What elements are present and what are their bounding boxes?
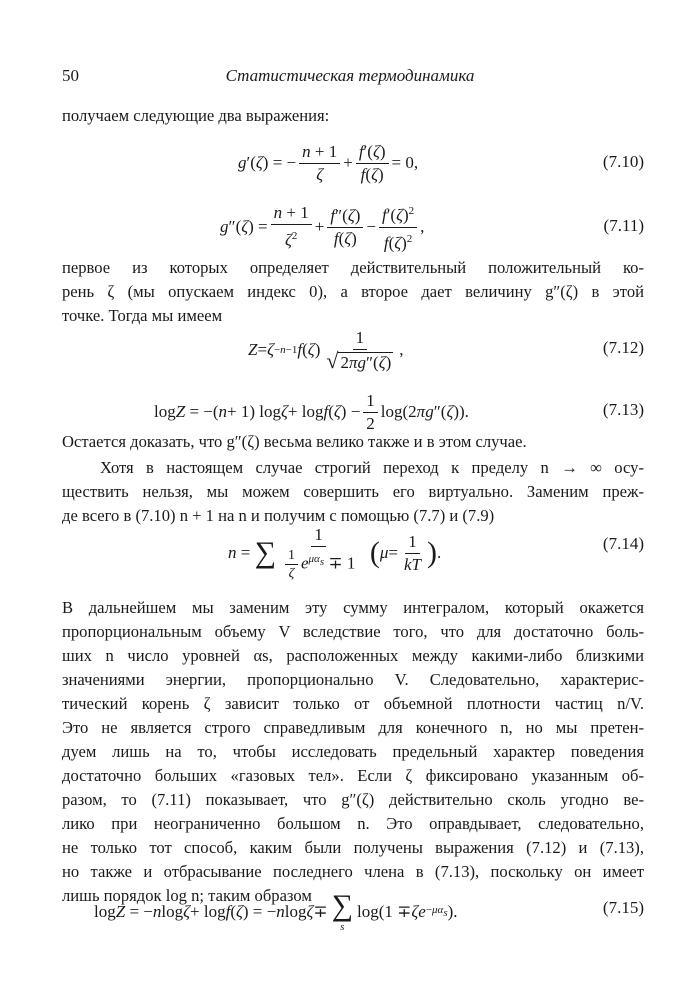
fraction: $\frac{f''(\zeta)}{f(\zeta)}$ [327,206,363,249]
text-line: Хотя в настоящем случае строгий переход к пределу n → ∞ осу- [100,458,644,477]
text-line: лишь порядок log n; таким образом [62,886,312,905]
equation-body: n = ∑ 1 $\frac{1}{\zeta}$ $e^{\mu\alpha_s} \mp 1$ ( μ = $\frac{1}{kT}$ ) . [228,525,442,581]
page-number: 50 [62,66,79,85]
equation-7-13 [62,390,644,434]
text-line: первое из которых определяет действительный положительный ко- [62,258,644,277]
running-header [62,66,638,92]
text-line: тический корень ζ зависит только от объемной плотности частиц n/V. [62,694,644,713]
text-line: де всего в (7.10) n + 1 на n и получим с помощью (7.7) и (7.9) [62,506,495,525]
equation-7-12 [62,326,644,374]
text-line: ществить нельзя, мы можем совершить его виртуально. Заменим преж- [62,482,644,501]
text-line: ших n число уровней αs, расположенных между какими-либо близкими [62,646,644,665]
text-line: достаточно больших «газовых тел». Если ζ фиксировано указанным об- [62,766,644,785]
equation-7-11 [62,203,644,253]
text-line: дуем лишь на то, чтобы исследовать предельный характер поведения [62,742,644,761]
equation-7-15 [62,884,644,940]
running-title: Статистическая термодинамика [225,66,475,85]
equation-number: (7.11) [603,216,644,235]
fraction: $\frac{1}{2}$ [363,391,378,434]
fraction: 1 $\frac{1}{\zeta}$ $e^{\mu\alpha_s} \mp 1$ [279,525,358,581]
equation-7-14 [62,520,644,586]
text-line: лико при неограниченно большом n. Это оправдывает, следовательно, [62,814,644,833]
equation-number: (7.14) [602,534,644,553]
equation-number: (7.13) [602,400,644,419]
equation-number: (7.10) [602,152,644,171]
equation-body: g ′( ζ ) = − $\frac{n + 1}{\zeta}$ + $\frac{f'(\zeta)}{f(\zeta)}$ = 0, [238,141,419,184]
text-line: пропорциональным объему V вследствие того, что для достаточно боль- [62,622,644,641]
text-line: Это не является строго справедливым для конечного n, но мы претен- [62,718,644,737]
fraction: $\frac{n + 1}{\zeta}$ [299,142,340,185]
text-line: получаем следующие два выражения: [62,106,330,125]
fraction: $\frac{n + 1}{\zeta^2}$ [271,203,312,251]
equation-number: (7.12) [602,338,644,357]
fraction: $\frac{1}{√ 2\pi g''(\zeta)}$ [326,327,392,373]
fraction: $\frac{f'(\zeta)^2}{f(\zeta)^2}$ [379,201,417,253]
fraction: $\frac{1}{kT}$ [404,531,421,574]
paragraph-proof [62,430,644,454]
equation-body: Z = ζ −n−1 f ( ζ ) $\frac{1}{√ 2\pi g''(\zeta)}$ , [248,327,404,373]
paragraph-limit [62,456,644,528]
text-line: не только тот способ, каким были получены выражения (7.12) и (7.13), [62,838,644,857]
fraction: $\frac{f'(\zeta)}{f(\zeta)}$ [356,142,389,185]
text-line: но также и отбрасывание последнего члена в (7.13), поскольку он имеет [62,862,644,881]
text-line: точке. Тогда мы имеем [62,306,223,325]
text-line: значениями энергии, пропорционально V. Следовательно, характерис- [62,670,644,689]
text-line: разом, то (7.11) показывает, что g″(ζ) действительно сколь угодно ве- [62,790,644,809]
equation-7-10 [62,140,644,186]
text-line: Остается доказать, что g″(ζ) весьма велико также и в этом случае. [62,432,527,451]
paragraph-integral [62,596,644,908]
equation-body: log Z = − n log ζ + log f ( ζ ) = − n log ζ ∓ ∑ s log(1 ∓ ζe $-\mu\alpha_s$ ). [94,889,458,933]
equation-number: (7.15) [602,898,644,917]
paragraph-root [62,256,644,328]
text-line: рень ζ (мы опускаем индекс 0), а второе дает величину g″(ζ) в этой [62,282,644,301]
text-line: В дальнейшем мы заменим эту сумму интегралом, который окажется [62,598,644,617]
equation-body: log Z = −( n + 1) log ζ + log f ( ζ ) − $\frac{1}{2}$ log(2 πg ″( ζ )). [154,390,469,433]
equation-body: g ″( ζ ) = $\frac{n + 1}{\zeta^2}$ + $\frac{f''(\zeta)}{f(\zeta)}$ − $\frac{f'(\zeta)^2}{f(\zeta)^2}$ , [220,204,424,250]
paragraph-intro [62,104,644,128]
